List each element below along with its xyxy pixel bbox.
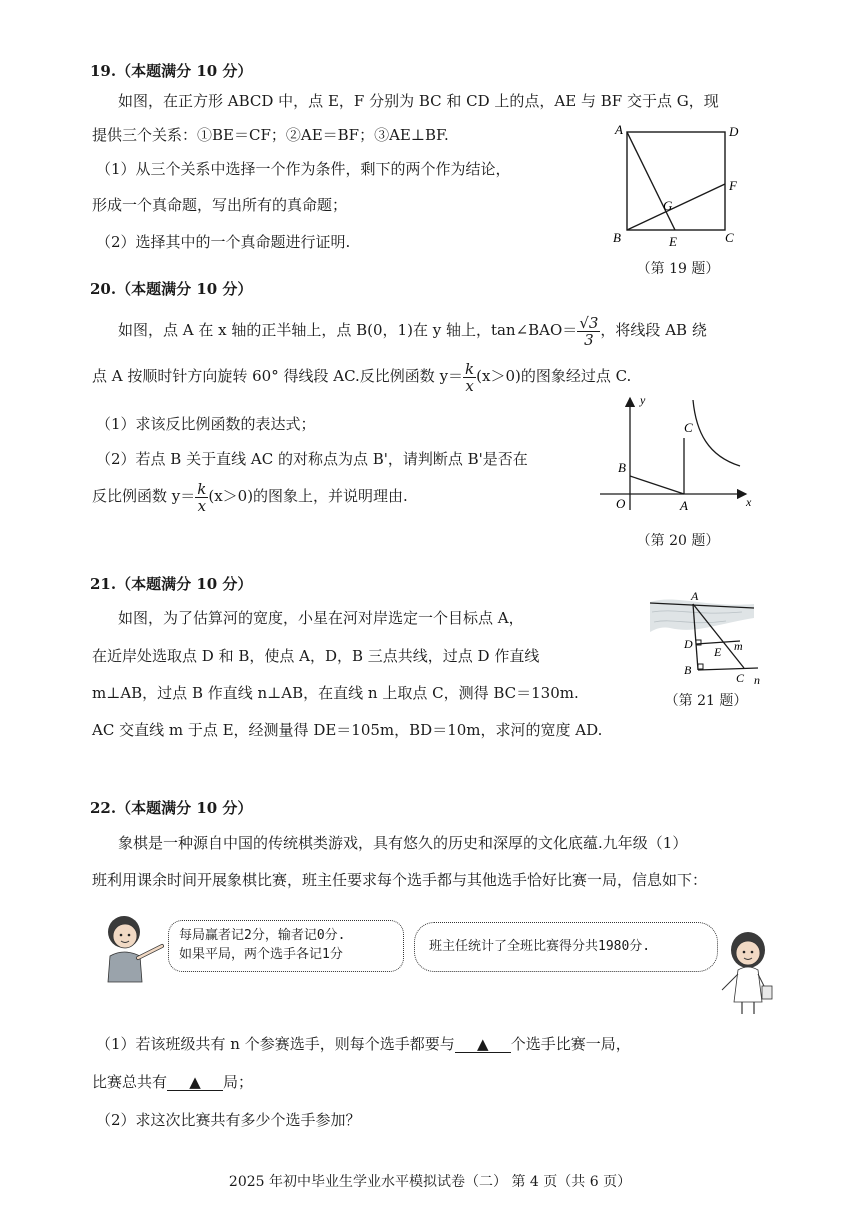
q19-label-f: F bbox=[729, 178, 737, 193]
q22-sub1-b: 个选手比赛一局， bbox=[510, 1035, 631, 1053]
q21-label-a: A bbox=[691, 589, 699, 603]
q20-line5 bbox=[92, 474, 408, 518]
q22-sub1-a: （1）若该班级共有 n 个参赛选手，则每个选手都要与 bbox=[96, 1035, 455, 1053]
q22-sub1-line2 bbox=[92, 1072, 253, 1092]
q20-k-den-2: x bbox=[197, 496, 207, 515]
q20-k-fraction bbox=[463, 361, 476, 394]
q22-sub1-line1 bbox=[96, 1034, 631, 1054]
q19-label-g: G bbox=[663, 198, 673, 213]
q20-line2 bbox=[92, 354, 631, 398]
bubble1-line2: 如果平局，两个选手各记1分 bbox=[179, 947, 343, 962]
q20-line1-a: 如图，点 A 在 x 轴的正半轴上，点 B(0，1)在 y 轴上，tan∠BAO＝ bbox=[118, 321, 578, 339]
q19-label-a: A bbox=[615, 122, 623, 137]
q19-line2: 提供三个关系：①BE＝CF；②AE＝BF；③AE⊥BF. bbox=[92, 126, 449, 144]
q20-line4: （2）若点 B 关于直线 AC 的对称点为点 B'，请判断点 B'是否在 bbox=[96, 450, 528, 468]
q22-line1: 象棋是一种源自中国的传统棋类游戏，具有悠久的历史和深厚的文化底蕴.九年级（1） bbox=[118, 834, 688, 852]
q19-line3: （1）从三个关系中选择一个作为条件，剩下的两个作为结论， bbox=[96, 160, 511, 178]
q20-line3: （1）求该反比例函数的表达式； bbox=[96, 415, 316, 433]
q21-heading: 21.（本题满分 10 分） bbox=[90, 575, 253, 593]
q20-figure bbox=[596, 392, 758, 518]
q19-line5: （2）选择其中的一个真命题进行证明. bbox=[96, 233, 351, 251]
q20-tan-fraction bbox=[577, 315, 600, 348]
q20-caption: （第 20 题） bbox=[636, 533, 720, 549]
q22-heading: 22.（本题满分 10 分） bbox=[90, 799, 253, 817]
q20-line1-b: ，将线段 AB 绕 bbox=[600, 321, 707, 339]
q19-label-e: E bbox=[669, 234, 677, 249]
q19-caption: （第 19 题） bbox=[636, 261, 720, 277]
q20-label-c: C bbox=[684, 420, 693, 435]
q20-line5-b: (x＞0)的图象上，并说明理由. bbox=[208, 487, 408, 505]
q22-line2: 班利用课余时间开展象棋比赛，班主任要求每个选手都与其他选手恰好比赛一局，信息如下： bbox=[92, 871, 708, 889]
bubble2-text: 班主任统计了全班比赛得分共1980分. bbox=[429, 939, 651, 954]
q21-line4: AC 交直线 m 于点 E，经测量得 DE＝105m，BD＝10m，求河的宽度 AD. bbox=[92, 721, 603, 739]
q19-label-d: D bbox=[729, 124, 739, 139]
bubble1-line1: 每局赢者记2分，输者记0分. bbox=[179, 928, 346, 943]
q21-line1: 如图，为了估算河的宽度，小星在河对岸选定一个目标点 A， bbox=[118, 609, 524, 627]
speech-bubble-1 bbox=[168, 920, 404, 972]
q20-k-den: x bbox=[465, 376, 474, 395]
q20-tan-den: 3 bbox=[584, 330, 594, 349]
q20-heading: 20.（本题满分 10 分） bbox=[90, 280, 253, 298]
q21-line2: 在近岸处选取点 D 和 B，使点 A，D，B 三点共线，过点 D 作直线 bbox=[92, 647, 540, 665]
q21-label-d: D bbox=[684, 637, 693, 651]
q22-blank-2: ▲ bbox=[167, 1074, 223, 1091]
q20-label-b: B bbox=[618, 460, 626, 475]
q20-k-num: k bbox=[465, 359, 475, 378]
q19-heading: 19.（本题满分 10 分） bbox=[90, 62, 253, 80]
girl-illustration-icon bbox=[716, 928, 776, 1018]
q20-label-x: x bbox=[746, 495, 752, 509]
q20-k-num-2: k bbox=[197, 479, 207, 498]
q19-figure bbox=[605, 118, 755, 254]
q20-line2-a: 点 A 按顺时针方向旋转 60° 得线段 AC.反比例函数 y＝ bbox=[92, 367, 464, 385]
q22-blank-1: ▲ bbox=[455, 1036, 511, 1053]
q20-line5-a: 反比例函数 y＝ bbox=[92, 487, 196, 505]
q20-line2-b: (x＞0)的图象经过点 C. bbox=[476, 367, 632, 385]
q19-line4: 形成一个真命题，写出所有的真命题； bbox=[92, 196, 348, 214]
q20-label-y: y bbox=[640, 393, 646, 407]
q21-label-n: n bbox=[754, 673, 760, 687]
q21-label-c: C bbox=[736, 671, 745, 685]
q19-label-c: C bbox=[725, 230, 734, 245]
q19-label-b: B bbox=[613, 230, 621, 245]
q21-label-b: B bbox=[684, 663, 692, 677]
q21-label-m: m bbox=[734, 639, 743, 653]
q22-sub1-c: 比赛总共有 bbox=[92, 1073, 168, 1091]
q20-label-a: A bbox=[680, 498, 688, 513]
q21-label-e: E bbox=[714, 645, 722, 659]
page-footer: 2025 年初中毕业生学业水平模拟试卷（二） 第 4 页（共 6 页） bbox=[228, 1174, 632, 1190]
q21-line3: m⊥AB，过点 B 作直线 n⊥AB，在直线 n 上取点 C，测得 BC＝130m. bbox=[92, 684, 579, 702]
q21-caption: （第 21 题） bbox=[664, 693, 748, 709]
q20-label-o: O bbox=[616, 496, 626, 511]
q19-line1: 如图，在正方形 ABCD 中，点 E，F 分别为 BC 和 CD 上的点，AE 与 BF 交于点 G，现 bbox=[118, 92, 719, 110]
speech-bubble-2 bbox=[414, 922, 718, 972]
q22-sub1-d: 局； bbox=[223, 1073, 254, 1091]
q20-tan-num: √3 bbox=[579, 313, 599, 332]
q21-figure bbox=[646, 588, 770, 688]
q20-line1 bbox=[118, 308, 707, 352]
q20-k-fraction-2 bbox=[195, 481, 208, 514]
q22-sub2: （2）求这次比赛共有多少个选手参加？ bbox=[96, 1111, 361, 1129]
